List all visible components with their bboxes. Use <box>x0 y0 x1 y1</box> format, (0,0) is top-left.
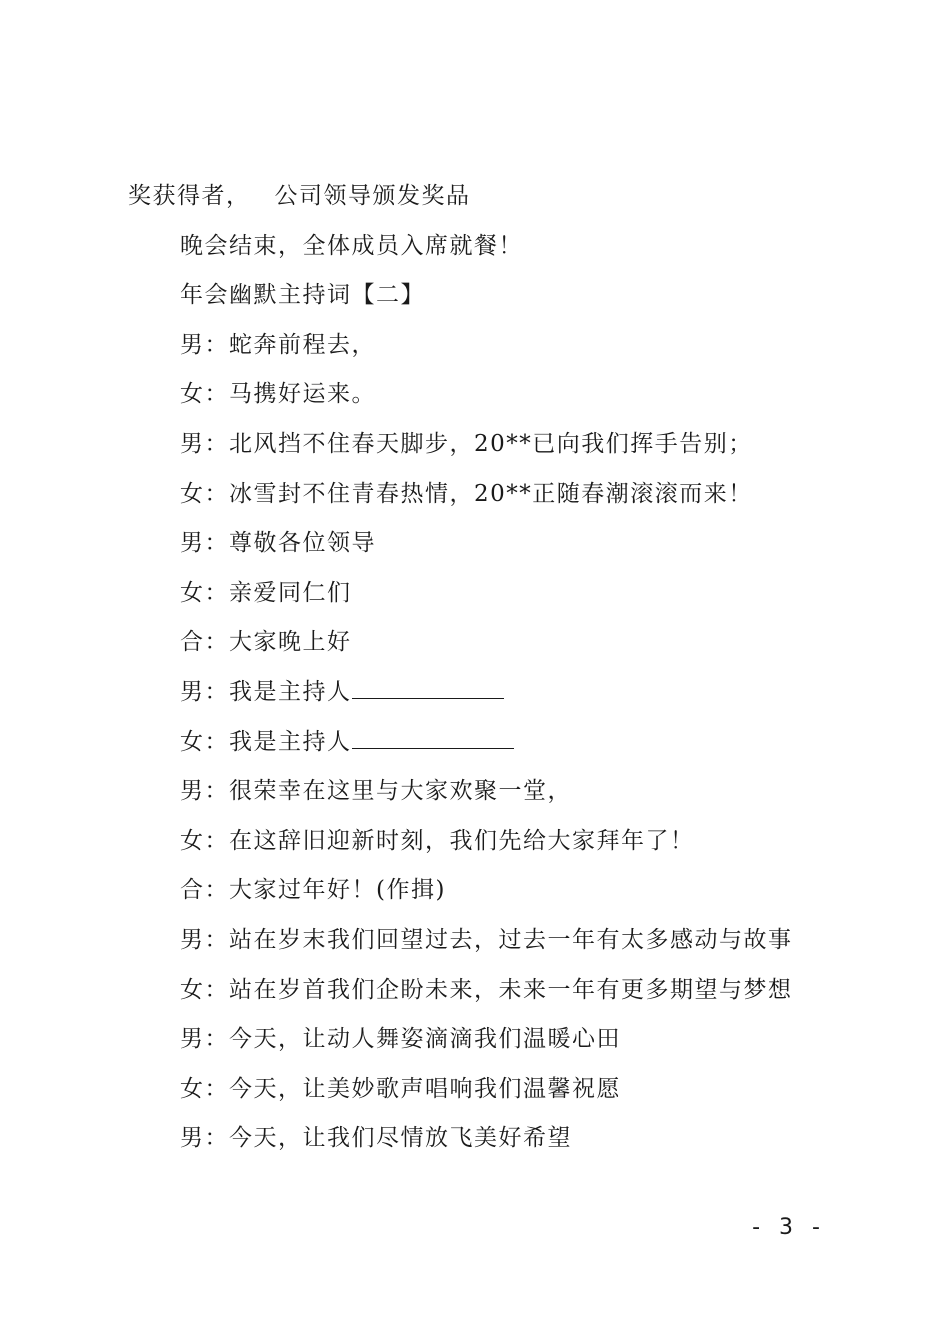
line-text: 女：我是主持人 <box>180 728 352 755</box>
line-text: 男：我是主持人 <box>180 678 352 705</box>
line-text: 奖获得者， <box>128 183 251 209</box>
paragraph-line: 男：站在岁末我们回望过去，过去一年有太多感动与故事 <box>180 926 793 953</box>
paragraph-line: 女：今天，让美妙歌声唱响我们温馨祝愿 <box>180 1075 621 1102</box>
paragraph-line: 男：蛇奔前程去， <box>180 331 376 358</box>
paragraph-line <box>128 176 828 226</box>
page-number: - 3 - <box>752 1215 826 1240</box>
fill-in-blank <box>352 674 504 699</box>
line-text: 公司领导颁发奖品 <box>274 183 471 209</box>
paragraph-line: 男：今天，让我们尽情放飞美好希望 <box>180 1125 572 1152</box>
paragraph-line: 女：亲爱同仁们 <box>180 579 352 606</box>
paragraph-line: 女：在这辞旧迎新时刻，我们先给大家拜年了！ <box>180 827 695 854</box>
paragraph-line <box>128 722 828 772</box>
paragraph-line: 女：冰雪封不住青春热情，20**正随春潮滚滚而来！ <box>180 480 753 507</box>
paragraph-line: 晚会结束，全体成员入席就餐！ <box>180 232 523 259</box>
section-heading: 年会幽默主持词【二】 <box>180 282 425 309</box>
paragraph-line: 男：北风挡不住春天脚步，20**已向我们挥手告别； <box>180 430 753 457</box>
paragraph-line: 女：马携好运来。 <box>180 381 376 408</box>
paragraph-line: 男：尊敬各位领导 <box>180 530 376 557</box>
paragraph-line: 合：大家晚上好 <box>180 629 352 656</box>
fill-in-blank <box>352 724 514 749</box>
paragraph-line: 合：大家过年好！(作揖) <box>180 877 446 904</box>
paragraph-line: 男：很荣幸在这里与大家欢聚一堂， <box>180 778 572 805</box>
document-body <box>128 176 828 1168</box>
paragraph-line <box>128 672 828 722</box>
paragraph-line: 男：今天，让动人舞姿滴滴我们温暖心田 <box>180 1026 621 1053</box>
paragraph-line: 女：站在岁首我们企盼未来，未来一年有更多期望与梦想 <box>180 976 793 1003</box>
